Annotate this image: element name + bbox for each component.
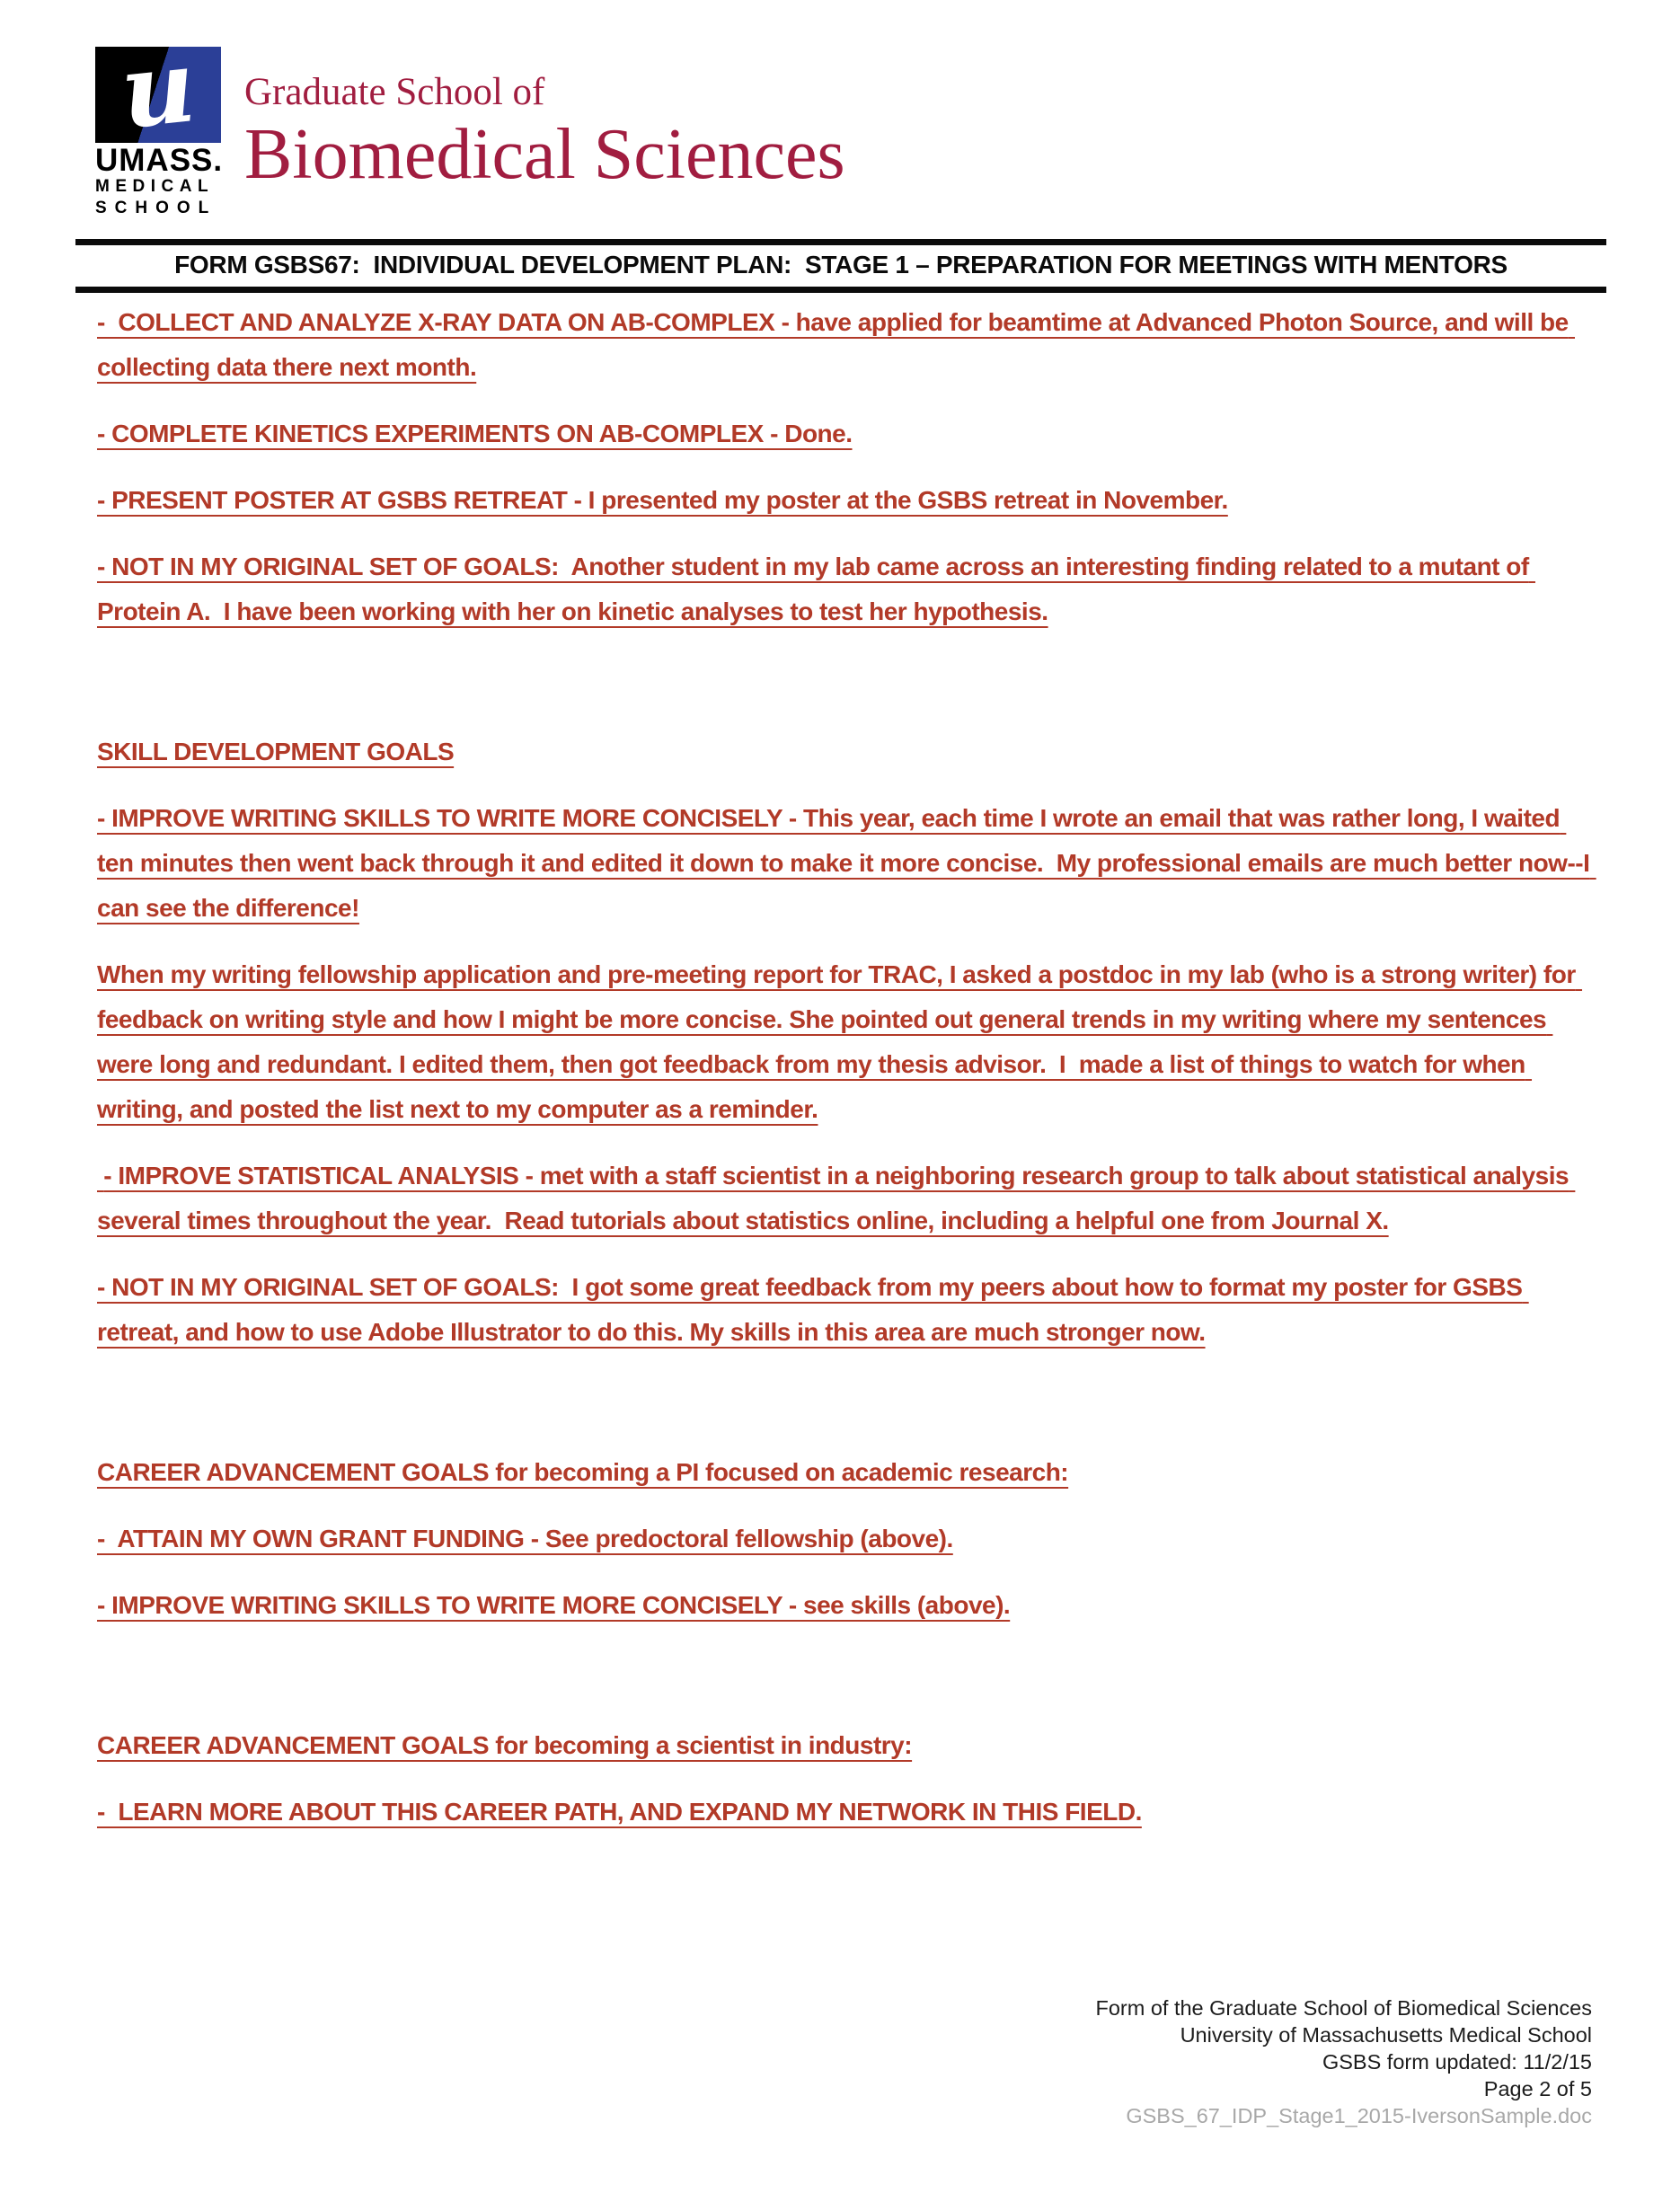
page-footer [1095, 1994, 1592, 2129]
logo-medical-text: MEDICAL [95, 177, 215, 196]
section-gap [97, 1376, 1590, 1450]
section-heading-skill-development: SKILL DEVELOPMENT GOALS [97, 738, 455, 765]
footer-org-line: Form of the Graduate School of Biomedical Sciences [1095, 1996, 1592, 2020]
goal-paragraph: - NOT IN MY ORIGINAL SET OF GOALS: I got some great feedback from my peers about how to format my poster for GSBS retreat, and how to use Adobe Illustrator to do this. My skills in this area are much stronger now. [97, 1273, 1529, 1346]
page-header [95, 27, 1680, 219]
goal-paragraph: - COLLECT AND ANALYZE X-RAY DATA ON AB-COMPLEX - have applied for beamtime at Advanced Photon Source, and will be collecting data there next month. [97, 308, 1575, 381]
footer-filename: GSBS_67_IDP_Stage1_2015-IversonSample.doc [1126, 2104, 1592, 2127]
goal-paragraph: - PRESENT POSTER AT GSBS RETREAT - I presented my poster at the GSBS retreat in November. [97, 486, 1228, 514]
logo-school-text: SCHOOL [95, 199, 217, 217]
section-gap [97, 656, 1590, 730]
footer-page-number: Page 2 of 5 [1483, 2077, 1592, 2100]
logo-umass-text: UMASS. [95, 143, 224, 178]
goal-paragraph: - IMPROVE STATISTICAL ANALYSIS - met with a staff scientist in a neighboring research group to talk about statistical analysis several times throughout the year. Read tutorials about statistics online, including a helpful one from Journal X. [97, 1162, 1576, 1234]
footer-school-line: University of Massachusetts Medical School [1180, 2023, 1592, 2047]
goal-paragraph: When my writing fellowship application and pre-meeting report for TRAC, I asked a postdoc in my lab (who is a strong writer) for feedback on writing style and how I might be more concise. She pointed out general trends in my writing where my sentences were long and redundant. I edited them, then got feedback from my thesis advisor. I made a list of things to watch for when writing, and posted the list next to my computer as a reminder. [97, 960, 1583, 1123]
form-title-bar [75, 239, 1606, 293]
footer-updated-line: GSBS form updated: 11/2/15 [1322, 2050, 1592, 2074]
goal-paragraph: - NOT IN MY ORIGINAL SET OF GOALS: Another student in my lab came across an interesting finding related to a mutant of Protein A. I have been working with her on kinetic analyses to test her hypothesis. [97, 553, 1535, 625]
umass-monogram-icon: u [115, 27, 201, 152]
school-name-line1: Graduate School of [244, 71, 545, 113]
goal-paragraph: - IMPROVE WRITING SKILLS TO WRITE MORE CONCISELY - This year, each time I wrote an email that was rather long, I waited ten minutes then went back through it and edited it down to make it more concise. My professional emails are much better now--I can see the difference! [97, 804, 1596, 922]
umass-logo [95, 27, 224, 219]
section-heading-career-academic: CAREER ADVANCEMENT GOALS for becoming a PI focused on academic research: [97, 1458, 1069, 1486]
goal-paragraph: - IMPROVE WRITING SKILLS TO WRITE MORE CONCISELY - see skills (above). [97, 1591, 1011, 1619]
form-title: FORM GSBS67: INDIVIDUAL DEVELOPMENT PLAN: STAGE 1 – PREPARATION FOR MEETINGS WITH MENTORS [174, 251, 1508, 279]
goal-paragraph: - COMPLETE KINETICS EXPERIMENTS ON AB-COMPLEX - Done. [97, 420, 853, 447]
umass-logo-mark [95, 27, 221, 152]
school-name-line2: Biomedical Sciences [244, 115, 845, 194]
document-body [97, 300, 1596, 1835]
goal-paragraph: - LEARN MORE ABOUT THIS CAREER PATH, AND EXPAND MY NETWORK IN THIS FIELD. [97, 1798, 1142, 1826]
goal-paragraph: - ATTAIN MY OWN GRANT FUNDING - See predoctoral fellowship (above). [97, 1525, 953, 1552]
school-name [244, 47, 845, 192]
section-heading-career-industry: CAREER ADVANCEMENT GOALS for becoming a scientist in industry: [97, 1731, 913, 1759]
section-gap [97, 1649, 1590, 1723]
